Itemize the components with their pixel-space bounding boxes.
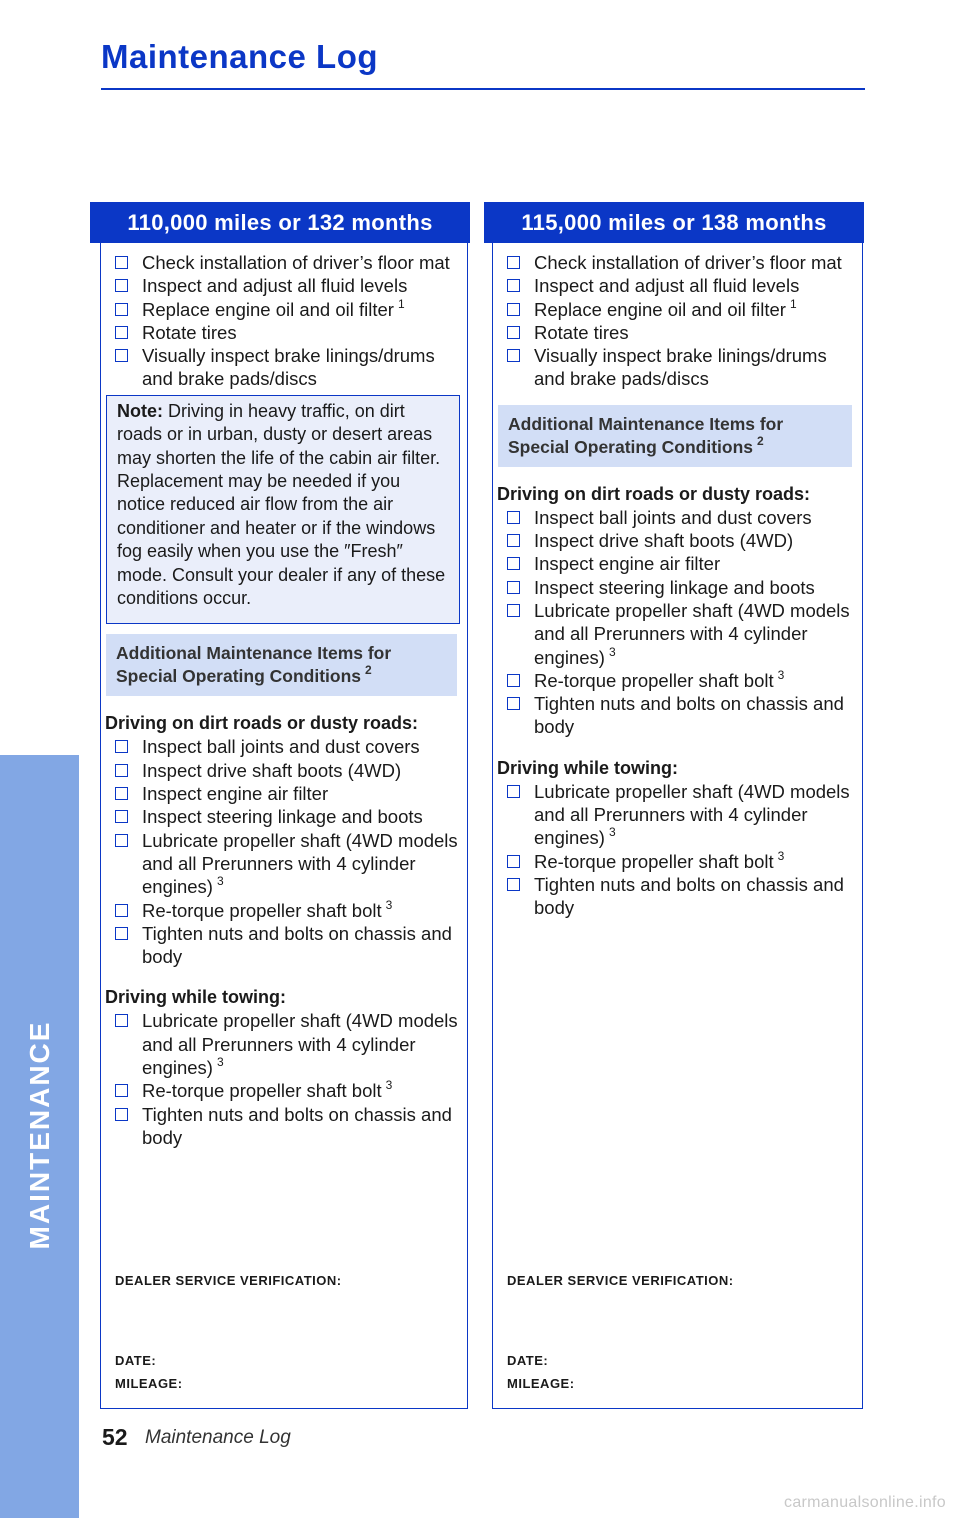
footnote-ref: 3 <box>385 897 393 912</box>
checkbox[interactable] <box>507 855 520 868</box>
checklist-item <box>500 274 854 297</box>
checklist-item <box>500 576 854 599</box>
checklist-item-text: Lubricate propeller shaft (4WD models and all Prerunners with 4 cylinder engines) <box>534 780 850 849</box>
checklist-item <box>108 735 459 758</box>
checklist-item-text: Replace engine oil and oil filter <box>534 298 786 320</box>
checklist-item <box>500 850 854 873</box>
checklist-item-text: Tighten nuts and bolts on chassis and body <box>534 873 844 919</box>
interval-card-body <box>492 243 863 1409</box>
section-side-tab-label: MAINTENANCE <box>24 1020 55 1250</box>
checkbox[interactable] <box>507 581 520 594</box>
date-label: DATE: <box>115 1353 157 1368</box>
page-number: 52 <box>102 1424 128 1450</box>
checkbox[interactable] <box>115 349 128 362</box>
checkbox[interactable] <box>507 878 520 891</box>
interval-header: 115,000 miles or 138 months <box>484 202 864 243</box>
checkbox[interactable] <box>115 279 128 292</box>
interval-card-body <box>100 243 468 1409</box>
checkbox[interactable] <box>507 349 520 362</box>
checkbox[interactable] <box>115 303 128 316</box>
checkbox[interactable] <box>115 904 128 917</box>
note-box <box>106 395 460 625</box>
dirt-roads-heading: Driving on dirt roads or dusty roads: <box>497 483 811 504</box>
checklist-item <box>500 780 854 850</box>
checklist-item-text: Tighten nuts and bolts on chassis and body <box>534 693 844 738</box>
note-text: Driving in heavy traffic, on dirt roads or in urban, dusty or desert areas may shorten the life of the cabin air filter. Replacement may be needed if you notice reduced air flow from the air conditioner and heater or if the windows fog easily when you use the ″Fresh″ mode. Consult your dealer if any of these conditions occur. <box>117 400 446 609</box>
towing-checklist <box>108 1009 459 1149</box>
checklist-item-text: Re-torque propeller shaft bolt <box>142 1080 382 1102</box>
footer-section-label: Maintenance Log <box>145 1427 291 1448</box>
checkbox[interactable] <box>507 256 520 269</box>
special-conditions-box <box>106 634 457 696</box>
footnote-ref: 3 <box>216 1055 224 1069</box>
checkbox[interactable] <box>115 740 128 753</box>
checklist-item <box>108 805 459 828</box>
checkbox[interactable] <box>115 834 128 847</box>
footnote-ref: 3 <box>777 848 785 863</box>
checklist-item-text: Inspect drive shaft boots (4WD) <box>534 530 794 552</box>
checklist-item <box>500 692 854 739</box>
checklist-item-text: Rotate tires <box>534 321 629 343</box>
checklist-item <box>108 1009 459 1079</box>
checklist-item <box>500 873 854 920</box>
dirt-roads-heading: Driving on dirt roads or dusty roads: <box>105 713 419 734</box>
checklist-item-text: Lubricate propeller shaft (4WD models and all Prerunners with 4 cylinder engines) <box>142 829 458 898</box>
checkbox[interactable] <box>115 810 128 823</box>
checklist-item <box>500 321 854 344</box>
towing-checklist <box>500 780 854 920</box>
checklist-item-text: Re-torque propeller shaft bolt <box>534 669 774 691</box>
footnote-ref: 1 <box>789 296 797 311</box>
page-title: Maintenance Log <box>101 38 379 75</box>
footnote-ref: 2 <box>365 663 372 678</box>
checkbox[interactable] <box>115 764 128 777</box>
towing-heading: Driving while towing: <box>105 987 286 1008</box>
watermark: carmanualsonline.info <box>784 1494 946 1511</box>
checklist-item <box>108 321 459 344</box>
checkbox[interactable] <box>115 256 128 269</box>
checklist-item-text: Tighten nuts and bolts on chassis and body <box>142 922 452 968</box>
special-conditions-box <box>498 405 852 467</box>
checkbox[interactable] <box>507 674 520 687</box>
note-label: Note: <box>117 400 163 421</box>
main-checklist <box>500 251 854 391</box>
footnote-ref: 3 <box>385 1078 393 1093</box>
checkbox[interactable] <box>507 303 520 316</box>
footnote-ref: 3 <box>777 667 785 682</box>
date-label: DATE: <box>507 1353 549 1368</box>
checkbox[interactable] <box>115 1108 128 1121</box>
title-divider <box>101 88 865 90</box>
footnote-ref: 3 <box>608 644 616 659</box>
checklist-item-text: Inspect and adjust all fluid levels <box>534 275 800 297</box>
checklist-item-text: Inspect steering linkage and boots <box>534 576 815 598</box>
mileage-label: MILEAGE: <box>507 1376 575 1391</box>
checkbox[interactable] <box>507 604 520 617</box>
checklist-item <box>108 1079 459 1102</box>
checklist-item <box>500 599 854 669</box>
checkbox[interactable] <box>507 326 520 339</box>
checklist-item <box>500 298 854 321</box>
checkbox[interactable] <box>115 1014 128 1027</box>
checkbox[interactable] <box>115 1084 128 1097</box>
special-conditions-title: Additional Maintenance Items for Special Operating Conditions <box>116 643 392 687</box>
checklist-item-text: Re-torque propeller shaft bolt <box>534 850 774 872</box>
checklist-item <box>108 274 459 297</box>
interval-header: 110,000 miles or 132 months <box>90 202 470 243</box>
dirt-roads-checklist <box>108 735 459 968</box>
checklist-item <box>500 251 854 274</box>
checklist-item <box>108 1103 459 1150</box>
main-checklist <box>108 251 459 391</box>
checklist-item-text: Rotate tires <box>142 321 237 343</box>
checklist-item <box>500 529 854 552</box>
checklist-item-text: Visually inspect brake linings/drums and brake pads/discs <box>142 345 435 390</box>
checklist-item <box>108 251 459 274</box>
checkbox[interactable] <box>115 326 128 339</box>
checklist-item <box>108 344 459 391</box>
checkbox[interactable] <box>507 557 520 570</box>
checklist-item-text: Visually inspect brake linings/drums and brake pads/discs <box>534 345 827 390</box>
checklist-item-text: Replace engine oil and oil filter <box>142 298 394 320</box>
checklist-item-text: Check installation of driver’s floor mat <box>142 252 450 273</box>
footnote-ref: 1 <box>397 296 405 311</box>
checkbox[interactable] <box>507 511 520 524</box>
mileage-label: MILEAGE: <box>115 1376 183 1391</box>
dirt-roads-checklist <box>500 506 854 739</box>
checklist-item-text: Inspect steering linkage and boots <box>142 806 423 828</box>
checklist-item <box>108 899 459 922</box>
checklist-item <box>108 782 459 805</box>
footnote-ref: 2 <box>757 433 764 448</box>
towing-heading: Driving while towing: <box>497 757 678 778</box>
checkbox[interactable] <box>115 927 128 940</box>
checklist-item <box>500 506 854 529</box>
checkbox[interactable] <box>507 697 520 710</box>
checklist-item <box>108 829 459 899</box>
footnote-ref: 3 <box>216 874 224 889</box>
checklist-item-text: Lubricate propeller shaft (4WD models and all Prerunners with 4 cylinder engines) <box>142 1010 458 1078</box>
checklist-item <box>108 759 459 782</box>
checkbox[interactable] <box>507 279 520 292</box>
checklist-item <box>108 922 459 969</box>
checklist-item-text: Inspect drive shaft boots (4WD) <box>142 759 402 781</box>
checkbox[interactable] <box>507 534 520 547</box>
interval-card-115k <box>484 202 864 1391</box>
dealer-verification-label: DEALER SERVICE VERIFICATION: <box>115 1273 342 1288</box>
checklist-item-text: Inspect and adjust all fluid levels <box>142 275 408 297</box>
checklist-item-text: Inspect ball joints and dust covers <box>142 736 420 758</box>
checklist-item-text: Tighten nuts and bolts on chassis and body <box>142 1103 452 1148</box>
checklist-item <box>108 298 459 321</box>
checklist-item-text: Check installation of driver’s floor mat <box>534 252 842 273</box>
checklist-item-text: Lubricate propeller shaft (4WD models and all Prerunners with 4 cylinder engines) <box>534 599 850 668</box>
checklist-item-text: Inspect ball joints and dust covers <box>534 506 812 528</box>
checklist-item-text: Inspect engine air filter <box>142 783 329 805</box>
checklist-item <box>500 552 854 575</box>
checkbox[interactable] <box>507 785 520 798</box>
checklist-item-text: Re-torque propeller shaft bolt <box>142 899 382 921</box>
interval-card-110k <box>90 202 470 1391</box>
special-conditions-title: Additional Maintenance Items for Special Operating Conditions <box>508 413 784 457</box>
checkbox[interactable] <box>115 787 128 800</box>
footnote-ref: 3 <box>608 825 616 840</box>
checklist-item <box>500 669 854 692</box>
checklist-item-text: Inspect engine air filter <box>534 553 721 575</box>
dealer-verification-label: DEALER SERVICE VERIFICATION: <box>507 1273 734 1288</box>
checklist-item <box>500 344 854 391</box>
